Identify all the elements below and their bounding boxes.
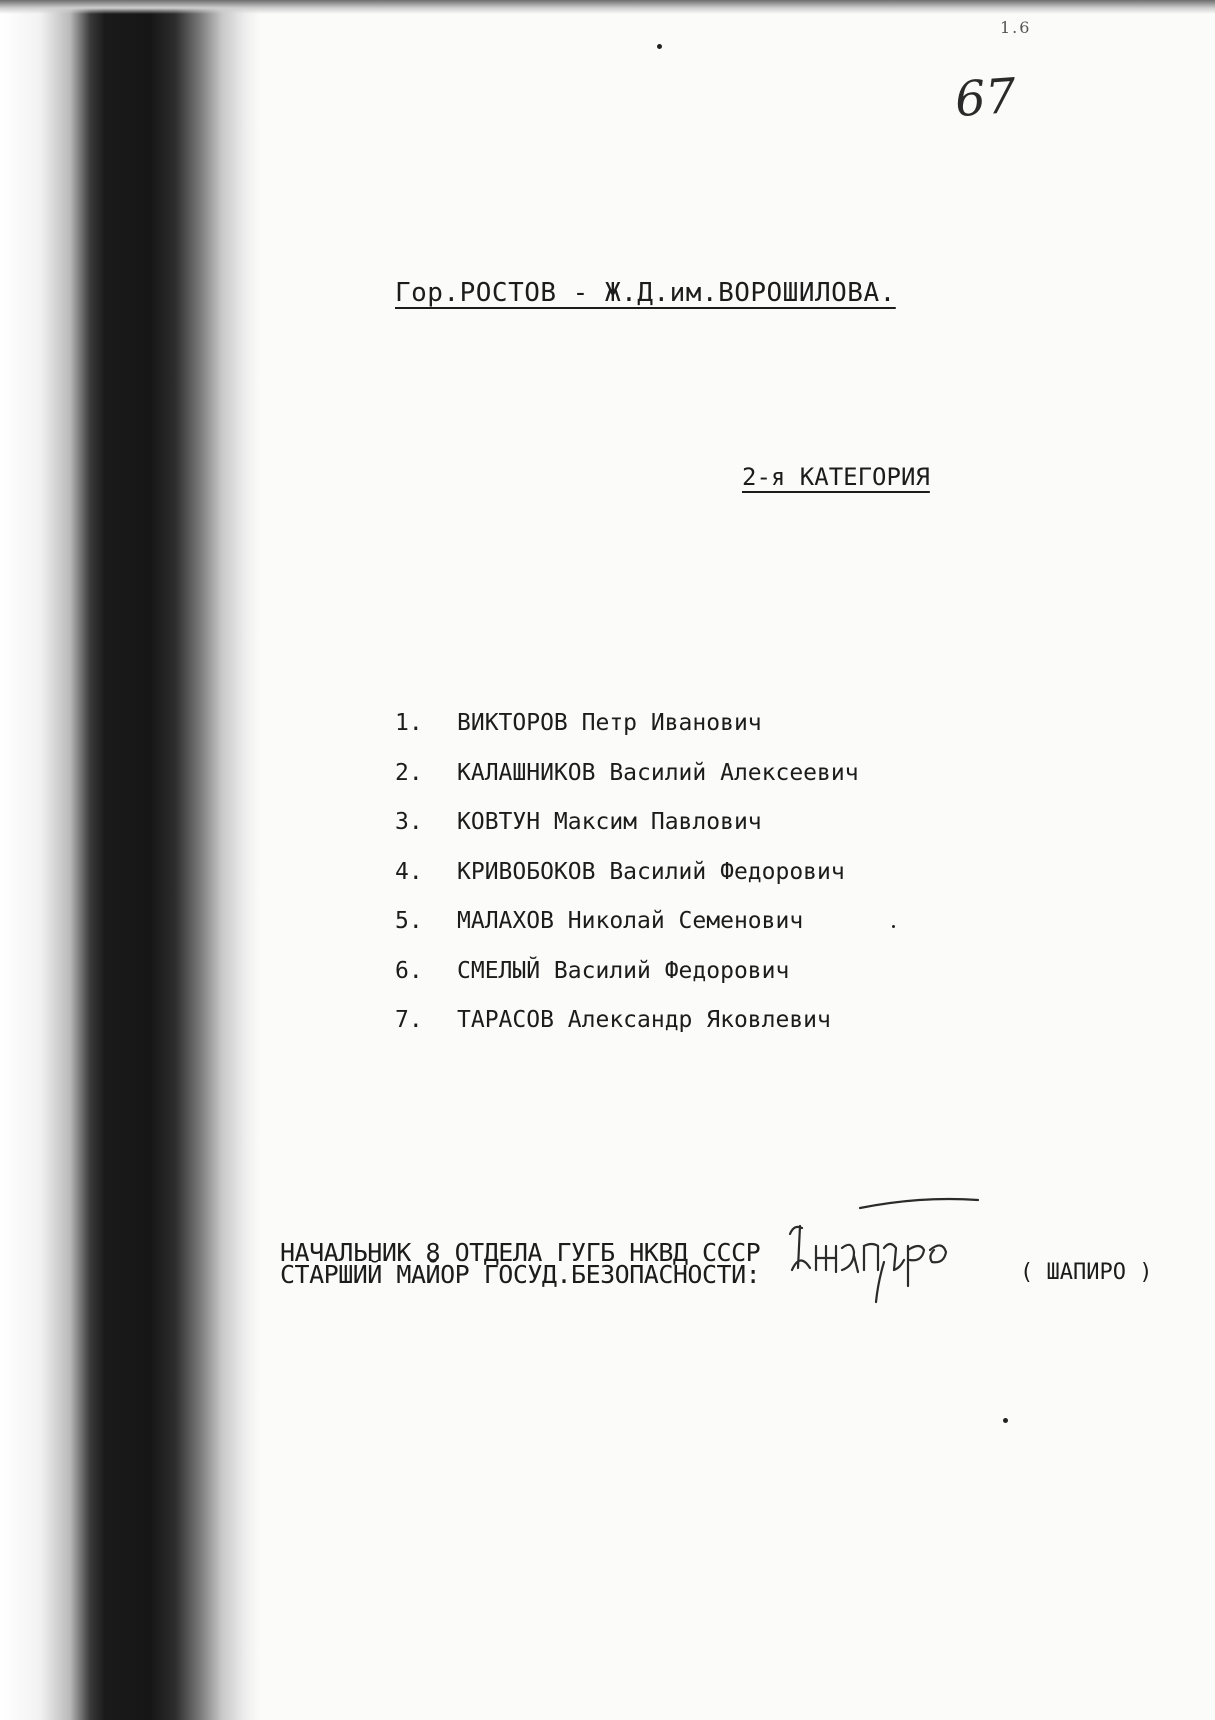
list-item-number: 5. <box>395 908 423 934</box>
signatory-title-line2: СТАРШИЙ МАЙОР ГОСУД.БЕЗОПАСНОСТИ: <box>280 1260 761 1289</box>
handwritten-signature <box>780 1190 1030 1310</box>
list-item-name: ВИКТОРОВ Петр Иванович <box>457 710 762 736</box>
document-heading: Гор.РОСТОВ - Ж.Д.им.ВОРОШИЛОВА. <box>395 278 896 308</box>
list-item <box>395 958 859 1008</box>
list-item <box>395 1007 859 1057</box>
list-item <box>395 809 859 859</box>
list-item-name: КРИВОБОКОВ Василий Федорович <box>457 858 845 885</box>
list-item-number: 4. <box>395 858 423 885</box>
list-item <box>395 710 859 760</box>
list-item-number: 6. <box>395 957 423 984</box>
archive-mark: 1.6 <box>1000 18 1032 37</box>
paper-speck <box>892 925 895 928</box>
list-item <box>395 760 859 810</box>
list-item-name: ТАРАСОВ Александр Яковлевич <box>457 1007 831 1033</box>
signature-block <box>280 1238 761 1289</box>
list-item-name: КАЛАШНИКОВ Василий Алексеевич <box>457 759 859 786</box>
list-item-number: 1. <box>395 710 423 736</box>
list-item <box>395 859 859 909</box>
category-label: 2-я КАТЕГОРИЯ <box>742 463 930 491</box>
list-item-number: 2. <box>395 759 423 786</box>
handwritten-page-number: 67 <box>953 67 1018 129</box>
list-item <box>395 908 859 958</box>
binding-shadow <box>0 0 260 1720</box>
paper-speck <box>1003 1418 1008 1423</box>
list-item-number: 3. <box>395 809 423 835</box>
signatory-name: ( ШАПИРО ) <box>1020 1260 1153 1285</box>
list-item-name: КОВТУН Максим Павлович <box>457 809 762 835</box>
signatory-title-line1: НАЧАЛЬНИК 8 ОТДЕЛА ГУГБ НКВД СССР <box>280 1238 761 1267</box>
top-edge-shadow <box>0 0 1215 14</box>
paper-speck <box>657 44 662 49</box>
names-list <box>395 710 859 1057</box>
list-item-number: 7. <box>395 1007 423 1033</box>
list-item-name: МАЛАХОВ Николай Семенович <box>457 908 804 934</box>
list-item-name: СМЕЛЫЙ Василий Федорович <box>457 957 790 984</box>
